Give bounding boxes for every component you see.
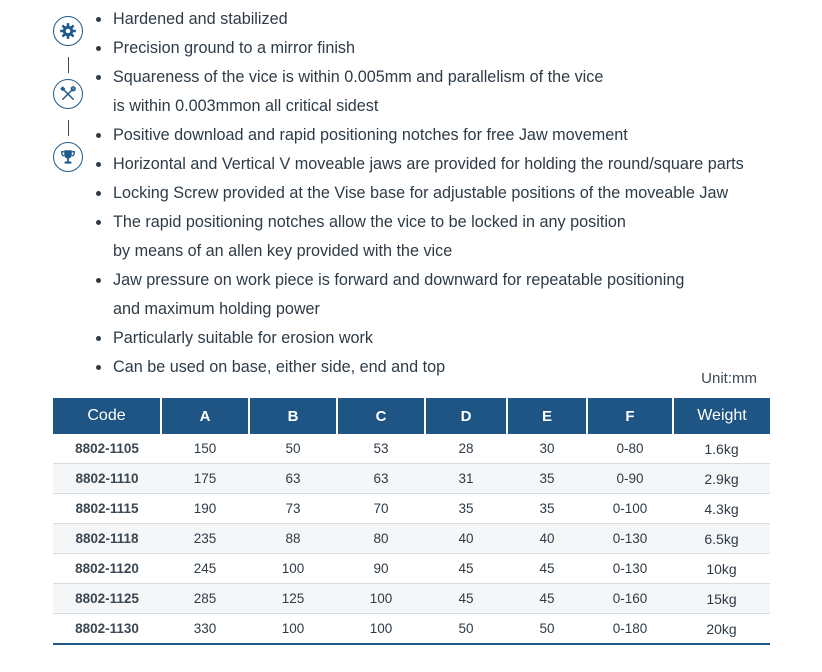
table-row: [53, 464, 770, 494]
cell-b: 63: [249, 464, 337, 494]
table-row: [53, 434, 770, 464]
cell-weight: 20kg: [673, 614, 770, 645]
cell-code: 8802-1130: [53, 614, 161, 645]
header-a: A: [161, 398, 249, 434]
cell-d: 31: [425, 464, 507, 494]
feature-item: [96, 353, 796, 382]
cell-code: 8802-1125: [53, 584, 161, 614]
cell-weight: 1.6kg: [673, 434, 770, 464]
table-row: [53, 614, 770, 645]
cell-d: 40: [425, 524, 507, 554]
feature-item: [96, 121, 796, 150]
cell-weight: 6.5kg: [673, 524, 770, 554]
table-row: [53, 584, 770, 614]
cell-weight: 2.9kg: [673, 464, 770, 494]
cell-e: 45: [507, 584, 587, 614]
feature-text: and maximum holding power: [113, 300, 320, 318]
feature-item: [96, 208, 796, 266]
feature-text: is within 0.003mmon all critical sidest: [113, 97, 379, 115]
cell-d: 50: [425, 614, 507, 645]
header-d: D: [425, 398, 507, 434]
cell-d: 35: [425, 494, 507, 524]
cell-code: 8802-1105: [53, 434, 161, 464]
header-c: C: [337, 398, 425, 434]
feature-text: Precision ground to a mirror finish: [113, 39, 356, 57]
connector-line: [68, 120, 69, 136]
feature-text: Jaw pressure on work piece is forward and downward for repeatable positioning: [113, 271, 685, 289]
cell-a: 150: [161, 434, 249, 464]
cell-c: 80: [337, 524, 425, 554]
cell-c: 100: [337, 584, 425, 614]
cell-e: 40: [507, 524, 587, 554]
cell-c: 70: [337, 494, 425, 524]
trophy-icon: [53, 142, 83, 172]
cell-code: 8802-1115: [53, 494, 161, 524]
cell-weight: 10kg: [673, 554, 770, 584]
feature-list: [96, 5, 796, 382]
icon-rail: [53, 16, 85, 176]
cell-d: 45: [425, 554, 507, 584]
gear-icon: [53, 16, 83, 46]
cell-b: 50: [249, 434, 337, 464]
cell-a: 175: [161, 464, 249, 494]
feature-text: Horizontal and Vertical V moveable jaws are provided for holding the round/square parts: [113, 155, 744, 173]
cell-code: 8802-1110: [53, 464, 161, 494]
tools-icon: [53, 79, 83, 109]
feature-text: Can be used on base, either side, end and top: [113, 358, 446, 376]
cell-a: 285: [161, 584, 249, 614]
feature-text: The rapid positioning notches allow the vice to be locked in any position: [113, 213, 626, 231]
feature-item: [96, 179, 796, 208]
cell-a: 235: [161, 524, 249, 554]
cell-weight: 15kg: [673, 584, 770, 614]
header-e: E: [507, 398, 587, 434]
table-row: [53, 494, 770, 524]
cell-a: 245: [161, 554, 249, 584]
cell-d: 28: [425, 434, 507, 464]
cell-b: 88: [249, 524, 337, 554]
cell-c: 90: [337, 554, 425, 584]
cell-weight: 4.3kg: [673, 494, 770, 524]
cell-c: 100: [337, 614, 425, 645]
feature-text: Hardened and stabilized: [113, 10, 288, 28]
cell-d: 45: [425, 584, 507, 614]
header-b: B: [249, 398, 337, 434]
table-row: [53, 554, 770, 584]
feature-text: by means of an allen key provided with the vice: [113, 242, 453, 260]
unit-label: Unit:mm: [701, 370, 757, 387]
connector-line: [68, 57, 69, 73]
feature-text: Locking Screw provided at the Vise base for adjustable positions of the moveable Jaw: [113, 184, 729, 202]
cell-f: 0-180: [587, 614, 673, 645]
feature-text: Positive download and rapid positioning notches for free Jaw movement: [113, 126, 628, 144]
header-weight: Weight: [673, 398, 770, 434]
cell-f: 0-90: [587, 464, 673, 494]
cell-e: 35: [507, 464, 587, 494]
spec-table: [53, 398, 770, 645]
header-f: F: [587, 398, 673, 434]
cell-c: 53: [337, 434, 425, 464]
cell-code: 8802-1118: [53, 524, 161, 554]
feature-item: [96, 34, 796, 63]
feature-text: Squareness of the vice is within 0.005mm and parallelism of the vice: [113, 68, 604, 86]
table-row: [53, 524, 770, 554]
cell-b: 125: [249, 584, 337, 614]
cell-f: 0-130: [587, 524, 673, 554]
cell-e: 35: [507, 494, 587, 524]
cell-f: 0-160: [587, 584, 673, 614]
feature-item: [96, 324, 796, 353]
cell-a: 190: [161, 494, 249, 524]
feature-item: [96, 150, 796, 179]
cell-code: 8802-1120: [53, 554, 161, 584]
feature-item: [96, 5, 796, 34]
cell-c: 63: [337, 464, 425, 494]
feature-item: [96, 63, 796, 121]
header-code: Code: [53, 398, 161, 434]
cell-b: 73: [249, 494, 337, 524]
cell-f: 0-130: [587, 554, 673, 584]
cell-f: 0-100: [587, 494, 673, 524]
cell-b: 100: [249, 554, 337, 584]
feature-item: [96, 266, 796, 324]
cell-a: 330: [161, 614, 249, 645]
cell-e: 45: [507, 554, 587, 584]
cell-e: 50: [507, 614, 587, 645]
cell-f: 0-80: [587, 434, 673, 464]
table-header-row: [53, 398, 770, 434]
cell-b: 100: [249, 614, 337, 645]
cell-e: 30: [507, 434, 587, 464]
feature-text: Particularly suitable for erosion work: [113, 329, 374, 347]
